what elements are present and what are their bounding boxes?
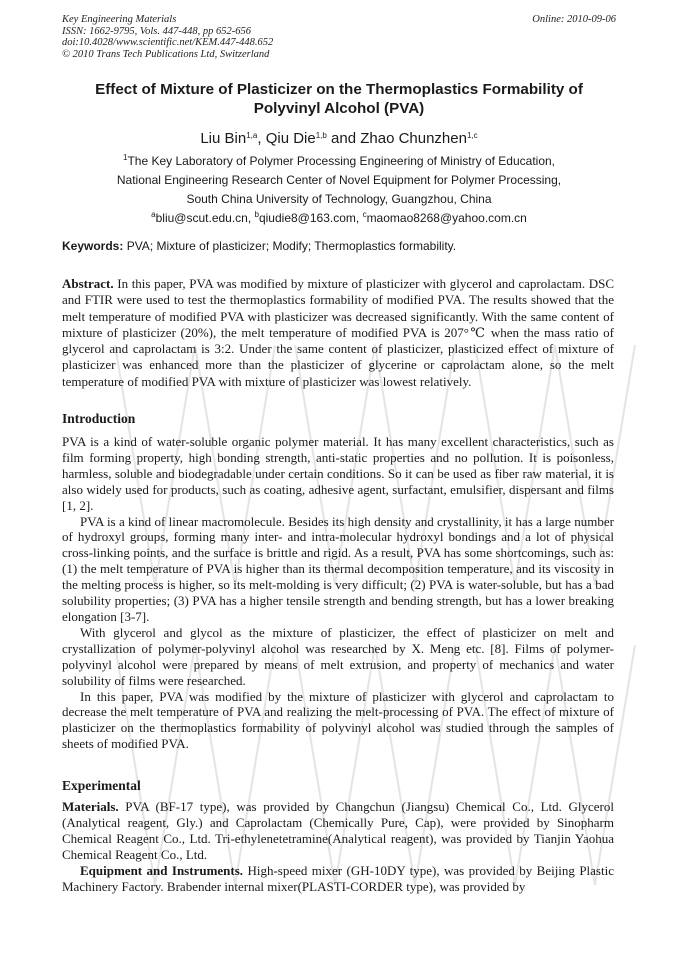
author-name: Qiu Die: [265, 130, 316, 147]
issn-line: ISSN: 1662-9795, Vols. 447-448, pp 652-656: [62, 25, 251, 37]
title-line-2: Polyvinyl Alcohol (PVA): [253, 100, 425, 117]
author-separator: ,: [257, 130, 266, 147]
author-name: Zhao Chunzhen: [360, 130, 467, 147]
intro-paragraph: PVA is a kind of linear macromolecule. Besides its high density and crystallinity, it has a large number of hydroxyl groups, forming many inter- and intra-molecular hydroxyl bondings and a lot of physical cross-linking points, and the surface is brittle and rigid. As a result, PVA has some shortcomings, such as: (1) the melt temperature of PVA is higher than its thermal decomposition temperature, and its viscosity in the melting process is higher, so its melt-molding is very difficult; (2) PVA is water-soluble, but has a bad solubility properties; (3) PVA has a higher tensile strength and bending strength, but has a lower breaking elongation [3-7].: [62, 513, 614, 624]
experimental-heading: Experimental: [62, 778, 141, 793]
journal-name: Key Engineering Materials: [62, 14, 177, 25]
email-line: [62, 209, 616, 228]
copyright-line: © 2010 Trans Tech Publications Ltd, Switzerland: [62, 48, 270, 60]
email-separator: ,: [247, 211, 255, 225]
abstract-label: Abstract.: [62, 276, 114, 291]
keywords-label: Keywords:: [62, 239, 124, 253]
email-separator: ,: [355, 211, 363, 225]
equipment-label: Equipment and Instruments.: [80, 862, 244, 878]
equipment-text: High-speed mixer (GH-10DY type), was provided by Beijing Plastic Machinery Factory. Brabender internal mixer(PLASTI-CORDER type), was provided by: [62, 862, 614, 894]
email-sup: a: [151, 210, 156, 219]
author-name: Liu Bin: [200, 130, 247, 147]
author-sup: 1,a: [246, 131, 258, 140]
email-sup: b: [254, 210, 259, 219]
introduction-heading: Introduction: [62, 411, 136, 426]
email-link[interactable]: maomao8268@yahoo.com.cn: [366, 211, 527, 225]
online-date: Online: 2010-09-06: [532, 14, 616, 25]
author-list: [62, 130, 616, 147]
materials-text: PVA (BF-17 type), was provided by Changchun (Jiangsu) Chemical Co., Ltd. Glycerol (Analytical reagent, Gly.) and Caprolactam (Chemically Pure, Cap), were provided by Sinopharm Chemical Reagent Co., Ltd. Tri-ethylenetetramine(Analytical reagent), was provided by Tianjin Yaohua Chemical Reagent Co., Ltd.: [62, 799, 614, 862]
intro-paragraph: PVA is a kind of water-soluble organic polymer material. It has many excellent characteristics, such as film forming property, high bonding strength, anti-static properties and no pollution. It is poisonless, harmless, soluble and biodegradable under certain conditions. So it can be used as fiber raw material, it is also widely used for products, such as coating, adhesive agent, surfactant, emulsifier, dispersant and films [1, 2].: [62, 434, 614, 513]
materials-paragraph: [62, 799, 614, 863]
email-link[interactable]: qiudie8@163.com: [258, 211, 356, 225]
email-link[interactable]: bliu@scut.edu.cn: [155, 211, 248, 225]
affiliation-line-1: The Key Laboratory of Polymer Processing Engineering of Ministry of Education,: [127, 154, 555, 168]
author-separator: and: [326, 130, 361, 147]
journal-header: [62, 14, 273, 60]
paper-title: [62, 80, 616, 118]
intro-paragraph: With glycerol and glycol as the mixture of plasticizer, the effect of plasticizer on melt and crystallization of polymer-polyvinyl alcohol was researched by X. Meng etc. [8]. Films of polymer-polyvinyl alcohol were prepared by means of melt extrusion, and property of mechanics and water solubility of films were researched.: [62, 624, 614, 688]
affiliation-sup: 1: [123, 153, 128, 162]
affiliation: [62, 152, 616, 228]
title-line-1: Effect of Mixture of Plasticizer on the Thermoplastics Formability of: [95, 81, 583, 98]
abstract-text: In this paper, PVA was modified by mixture of plasticizer with glycerol and caprolactam. DSC and FTIR were used to test the thermoplastics formability of modified PVA. The results showed that the melt temperature of modified PVA with plasticizer was decreased significantly. With the same content of mixture of plasticizer (20%), the melt temperature of modified PVA is 207°℃ when the mass ratio of glycerol and caprolactam is 3:2. Under the same content of plasticizer, plasticized effect of mixture of plasticizer was enhanced more than the plasticizer of glycerine or caprolactam alone, so the melt temperature of modified PVA with mixture of plasticizer was lowest relatively.: [62, 276, 614, 389]
intro-paragraph: In this paper, PVA was modified by the mixture of plasticizer with glycerol and caprolactam to decrease the melt temperature of PVA and realizing the melt-processing of PVA. The effect of mixture of plasticizer on the thermoplastics formability of polyvinyl alcohol was studied through the samples of sheets of modified PVA.: [62, 688, 614, 752]
keywords: [62, 239, 616, 253]
affiliation-line-3: South China University of Technology, Guangzhou, China: [186, 192, 492, 206]
keywords-text: PVA; Mixture of plasticizer; Modify; Thermoplastics formability.: [123, 239, 457, 253]
email-sup: c: [362, 210, 367, 219]
equipment-paragraph: [62, 863, 614, 895]
author-sup: 1,b: [315, 131, 327, 140]
author-sup: 1,c: [466, 131, 478, 140]
affiliation-line-2: National Engineering Research Center of Novel Equipment for Polymer Processing,: [116, 173, 562, 187]
materials-label: Materials.: [62, 799, 119, 814]
introduction-body: [62, 434, 614, 752]
doi-line: doi:10.4028/www.scientific.net/KEM.447-448.652: [62, 37, 274, 48]
abstract: [62, 276, 614, 390]
experimental-body: [62, 799, 614, 894]
